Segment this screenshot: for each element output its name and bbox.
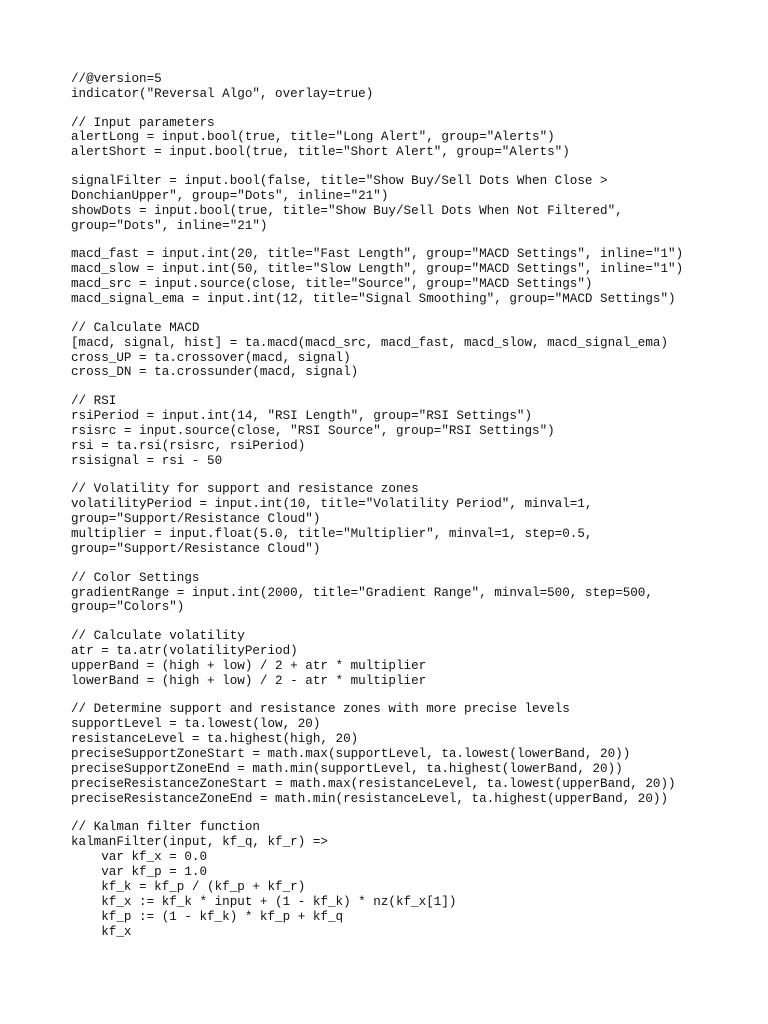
code-line: // Determine support and resistance zones with more precise levels xyxy=(71,702,570,717)
code-line: cross_UP = ta.crossover(macd, signal) xyxy=(71,350,351,365)
code-line: preciseSupportZoneEnd = math.min(supportLevel, ta.highest(lowerBand, 20)) xyxy=(71,762,623,777)
code-line: var kf_x = 0.0 xyxy=(71,850,208,865)
code-line: kf_k = kf_p / (kf_p + kf_r) xyxy=(71,880,306,895)
code-line: preciseResistanceZoneEnd = math.min(resistanceLevel, ta.highest(upperBand, 20)) xyxy=(71,791,669,806)
blank-line xyxy=(71,615,683,629)
blank-line xyxy=(71,102,683,116)
code-block xyxy=(71,72,683,102)
code-line: //@version=5 xyxy=(71,72,162,86)
code-line: macd_fast = input.int(20, title="Fast Length", group="MACD Settings", inline="1") xyxy=(71,247,684,262)
code-line: preciseSupportZoneStart = math.max(supportLevel, ta.lowest(lowerBand, 20)) xyxy=(71,747,631,762)
code-line: rsisrc = input.source(close, "RSI Source", group="RSI Settings") xyxy=(71,423,555,438)
code-line: // Kalman filter function xyxy=(71,820,260,835)
code-line: preciseResistanceZoneStart = math.max(resistanceLevel, ta.lowest(upperBand, 20)) xyxy=(71,776,676,791)
code-line: gradientRange = input.int(2000, title="Gradient Range", minval=500, step=500, xyxy=(71,585,653,600)
code-line: cross_DN = ta.crossunder(macd, signal) xyxy=(71,365,359,380)
code-line: DonchianUpper", group="Dots", inline="21") xyxy=(71,188,389,203)
code-line: resistanceLevel = ta.highest(high, 20) xyxy=(71,732,359,747)
code-line: [macd, signal, hist] = ta.macd(macd_src, macd_fast, macd_slow, macd_signal_ema) xyxy=(71,335,669,350)
code-line: kf_p := (1 - kf_k) * kf_p + kf_q xyxy=(71,909,344,924)
code-block xyxy=(71,629,683,689)
code-line: group="Support/Resistance Cloud") xyxy=(71,512,321,527)
code-line: // Color Settings xyxy=(71,570,200,585)
code-block xyxy=(71,571,683,616)
code-line: volatilityPeriod = input.int(10, title="Volatility Period", minval=1, xyxy=(71,497,593,512)
code-line: supportLevel = ta.lowest(low, 20) xyxy=(71,717,321,732)
code-block xyxy=(71,394,683,468)
code-block xyxy=(71,116,683,161)
code-line: kalmanFilter(input, kf_q, kf_r) => xyxy=(71,835,328,850)
code-line: group="Colors") xyxy=(71,600,185,615)
code-line: group="Support/Resistance Cloud") xyxy=(71,541,321,556)
code-line: // RSI xyxy=(71,394,117,409)
code-line: signalFilter = input.bool(false, title="Show Buy/Sell Dots When Close > xyxy=(71,174,608,189)
blank-line xyxy=(71,557,683,571)
code-block xyxy=(71,321,683,381)
code-line: rsi = ta.rsi(rsisrc, rsiPeriod) xyxy=(71,438,306,453)
code-line: kf_x := kf_k * input + (1 - kf_k) * nz(kf_x[1]) xyxy=(71,894,457,909)
code-line: macd_src = input.source(close, title="Source", group="MACD Settings") xyxy=(71,277,593,292)
code-line: group="Dots", inline="21") xyxy=(71,218,268,233)
code-line: upperBand = (high + low) / 2 + atr * multiplier xyxy=(71,658,427,673)
code-line: macd_signal_ema = input.int(12, title="Signal Smoothing", group="MACD Settings") xyxy=(71,292,676,307)
code-block xyxy=(71,820,683,939)
code-line: // Calculate MACD xyxy=(71,320,200,335)
code-line: indicator("Reversal Algo", overlay=true) xyxy=(71,86,374,101)
code-line: lowerBand = (high + low) / 2 - atr * multiplier xyxy=(71,673,427,688)
code-line: kf_x xyxy=(71,924,132,939)
blank-line xyxy=(71,380,683,394)
blank-line xyxy=(71,160,683,174)
code-line: // Input parameters xyxy=(71,115,215,130)
code-line: alertLong = input.bool(true, title="Long Alert", group="Alerts") xyxy=(71,130,555,145)
blank-line xyxy=(71,307,683,321)
blank-line xyxy=(71,807,683,821)
code-line: macd_slow = input.int(50, title="Slow Length", group="MACD Settings", inline="1") xyxy=(71,262,684,277)
code-block xyxy=(71,174,683,234)
code-line: // Volatility for support and resistance zones xyxy=(71,482,419,497)
code-line: alertShort = input.bool(true, title="Short Alert", group="Alerts") xyxy=(71,145,570,160)
code-line: atr = ta.atr(volatilityPeriod) xyxy=(71,643,298,658)
code-block xyxy=(71,247,683,307)
code-listing xyxy=(71,72,683,940)
code-block xyxy=(71,482,683,556)
code-line: showDots = input.bool(true, title="Show Buy/Sell Dots When Not Filtered", xyxy=(71,203,623,218)
blank-line xyxy=(71,689,683,703)
blank-line xyxy=(71,234,683,248)
code-block xyxy=(71,702,683,806)
code-line: var kf_p = 1.0 xyxy=(71,865,208,880)
blank-line xyxy=(71,469,683,483)
code-line: rsiPeriod = input.int(14, "RSI Length", group="RSI Settings") xyxy=(71,409,533,424)
code-line: rsisignal = rsi - 50 xyxy=(71,453,223,468)
code-line: // Calculate volatility xyxy=(71,629,245,644)
code-line: multiplier = input.float(5.0, title="Multiplier", minval=1, step=0.5, xyxy=(71,527,593,542)
